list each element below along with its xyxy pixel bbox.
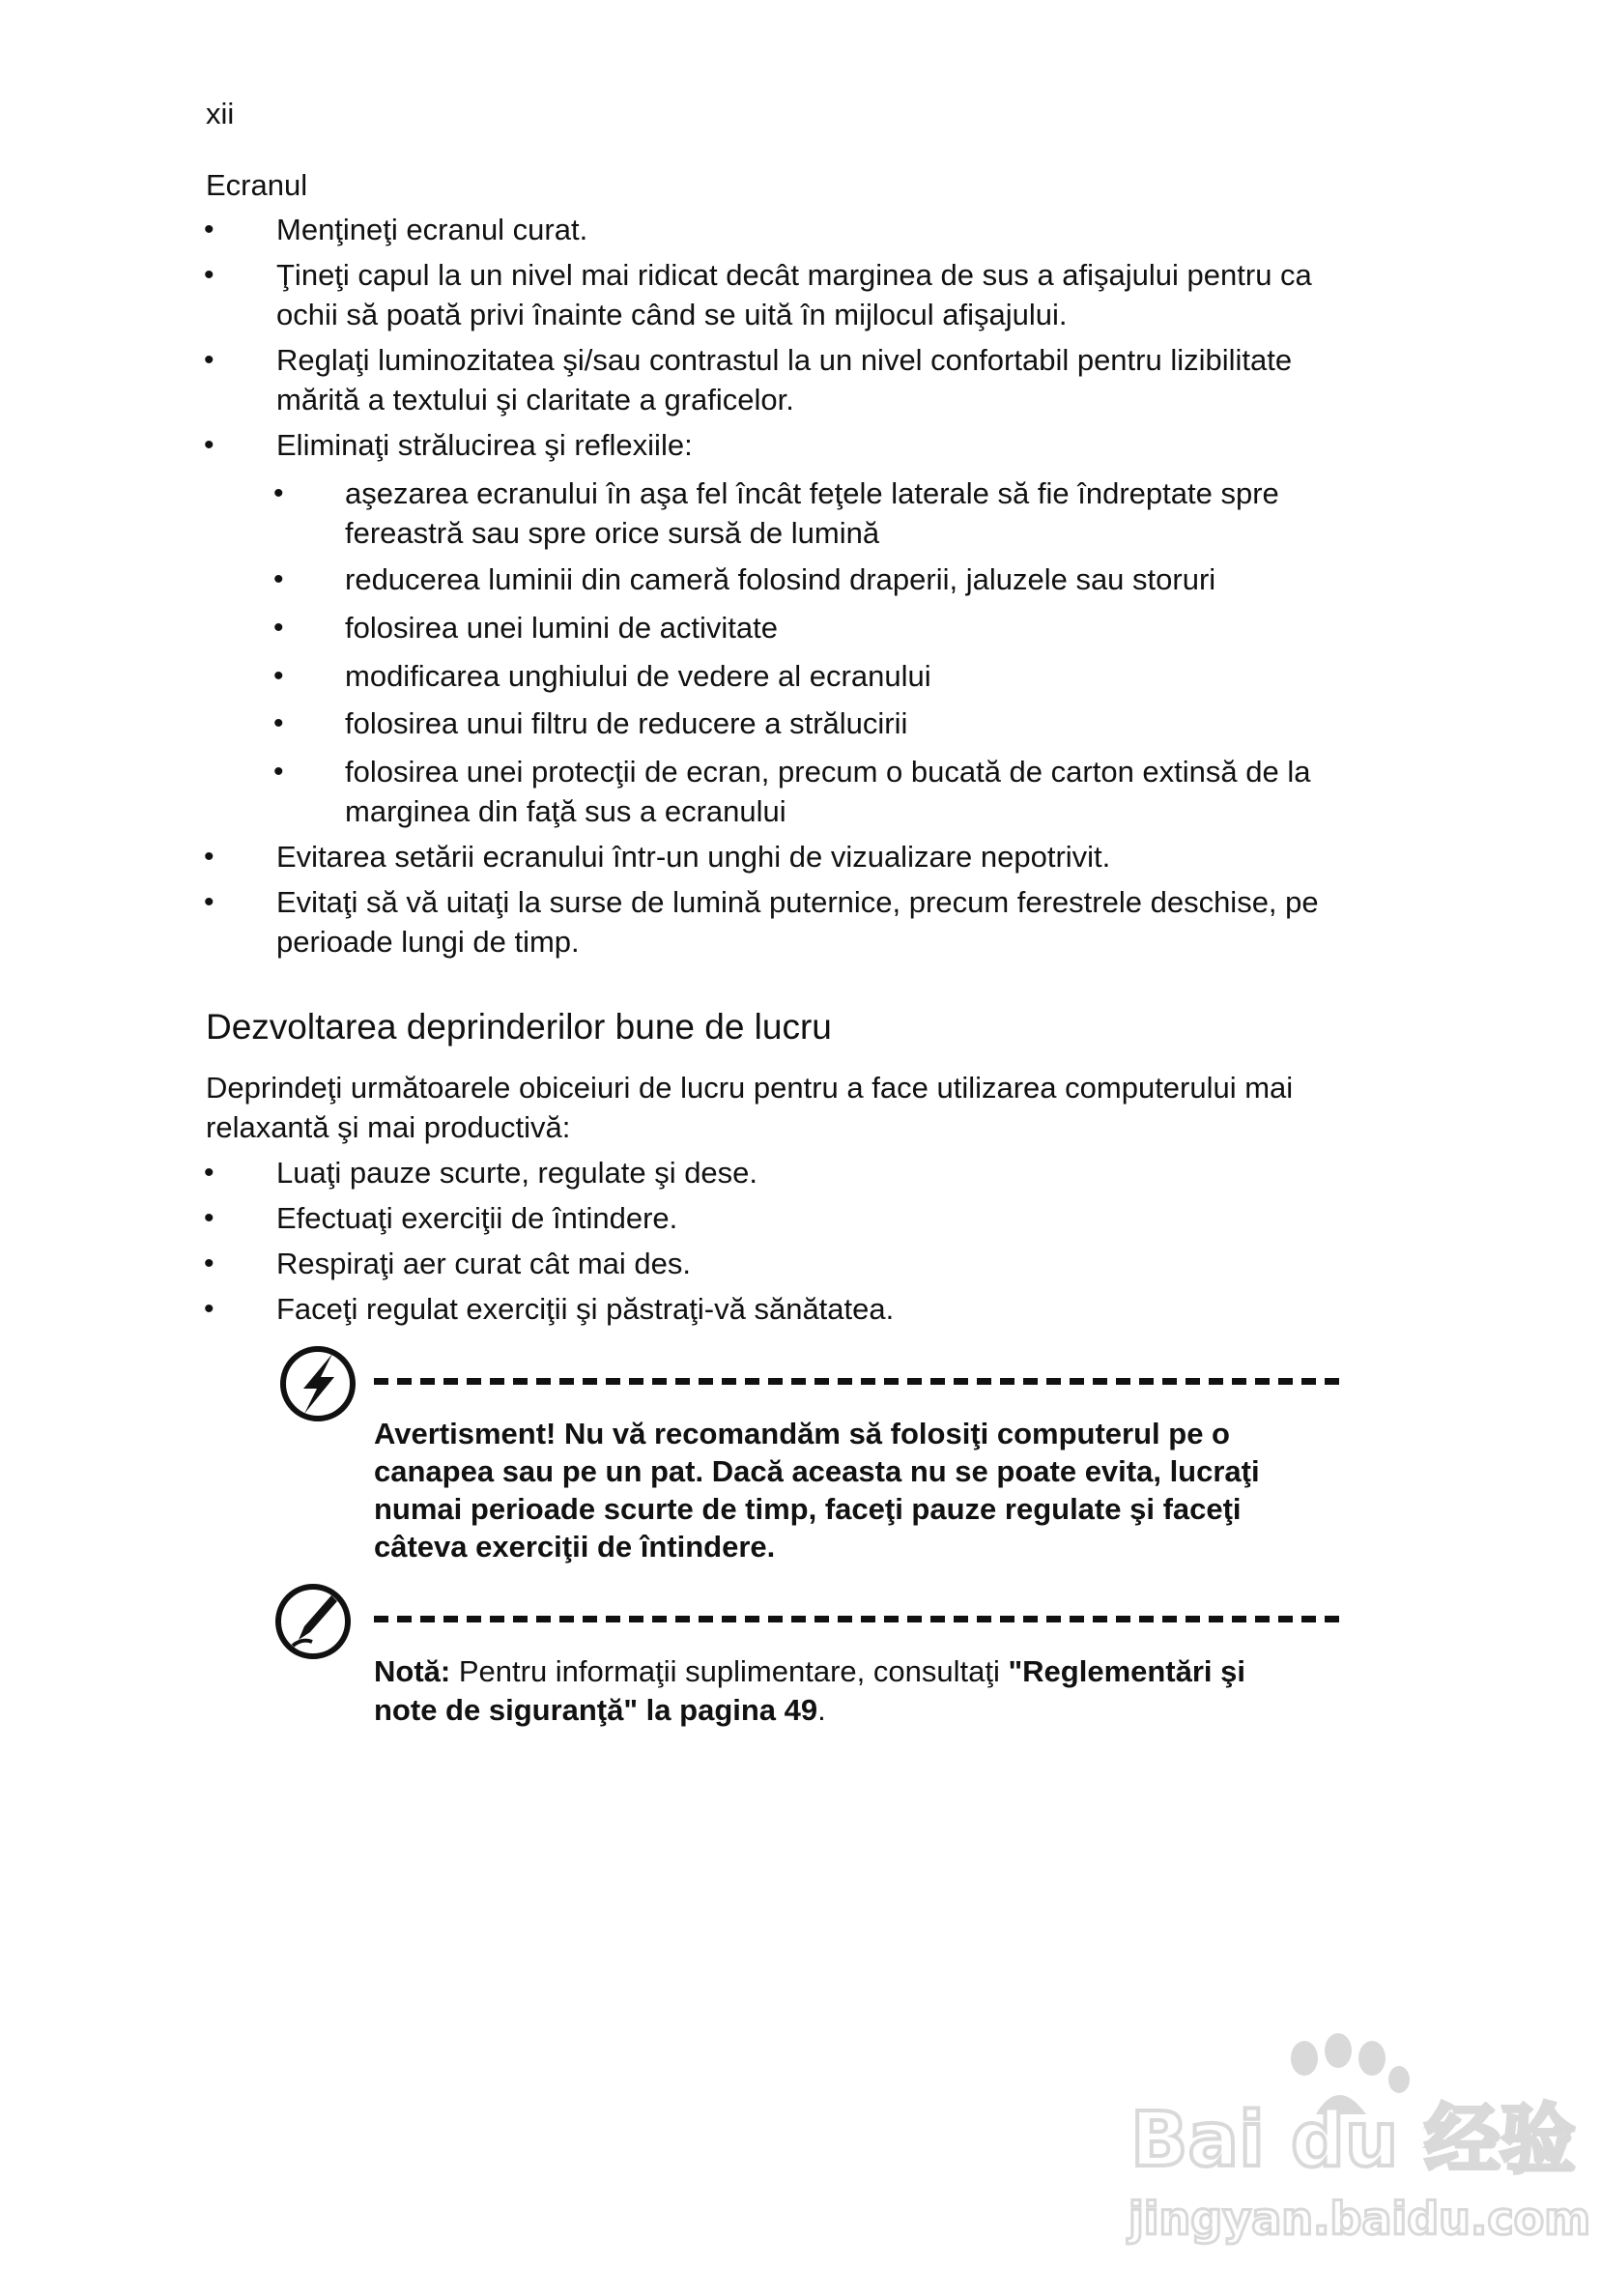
warning-text: canapea sau pe un pat. Dacă aceasta nu se poate evita, lucraţi <box>374 1454 1260 1488</box>
section-title-screen: Ecranul <box>206 168 308 202</box>
bullet-icon: • <box>204 259 214 291</box>
bullet-icon: • <box>204 1293 214 1325</box>
habits-intro: Deprindeţi următoarele obiceiuri de lucru pentru a face utilizarea computerului mai <box>206 1071 1294 1105</box>
page-number: xii <box>206 97 235 130</box>
list-item-continuation: mărită a textului şi claritate a graficelor. <box>276 383 794 416</box>
note-reference-link[interactable]: note de siguranţă" la pagina 49 <box>374 1693 818 1727</box>
warning-divider <box>374 1378 1340 1385</box>
warning-text: Avertisment! Nu vă recomandăm să folosiţi computerul pe o <box>374 1417 1230 1450</box>
sub-list-item: folosirea unei protecţii de ecran, precum o bucată de carton extinsă de la <box>345 755 1311 789</box>
sub-list-item: reducerea luminii din cameră folosind draperii, jaluzele sau storuri <box>345 562 1216 596</box>
sub-list-item: folosirea unui filtru de reducere a strălucirii <box>345 706 908 740</box>
note-line-2 <box>374 1691 826 1730</box>
sub-bullet-icon: • <box>273 477 284 509</box>
sub-list-item-continuation: marginea din faţă sus a ecranului <box>345 794 786 828</box>
bullet-icon: • <box>204 429 214 461</box>
bullet-icon: • <box>204 1157 214 1189</box>
list-item: Eliminaţi strălucirea şi reflexiile: <box>276 428 693 462</box>
watermark-url: jingyan.baidu.com <box>1129 2193 1591 2245</box>
sub-list-item: modificarea unghiului de vedere al ecranului <box>345 659 931 693</box>
warning-text: câteva exerciţii de întindere. <box>374 1530 776 1564</box>
warning-lightning-icon <box>278 1344 357 1423</box>
watermark-logo: Bai du 经验 <box>1130 2097 1576 2184</box>
sub-list-item: folosirea unei lumini de activitate <box>345 611 779 645</box>
sub-list-item: aşezarea ecranului în aşa fel încât feţele laterale să fie îndreptate spre <box>345 476 1279 510</box>
note-pen-icon <box>273 1582 353 1661</box>
warning-text: numai perioade scurte de timp, faceţi pauze regulate şi faceţi <box>374 1492 1242 1526</box>
note-text: Pentru informaţii suplimentare, consultaţi <box>458 1654 1000 1688</box>
list-item: Efectuaţi exerciţii de întindere. <box>276 1201 678 1235</box>
note-line-1 <box>374 1652 1245 1691</box>
sub-bullet-icon: • <box>273 612 284 644</box>
list-item-continuation: perioade lungi de timp. <box>276 925 580 959</box>
sub-bullet-icon: • <box>273 756 284 788</box>
note-label: Notă: <box>374 1654 451 1688</box>
list-item-continuation: ochii să poată privi înainte când se uită în mijlocul afişajului. <box>276 298 1068 331</box>
list-item: Menţineţi ecranul curat. <box>276 213 588 246</box>
bullet-icon: • <box>204 841 214 873</box>
sub-bullet-icon: • <box>273 563 284 595</box>
sub-bullet-icon: • <box>273 707 284 739</box>
list-item: Reglaţi luminozitatea şi/sau contrastul la un nivel confortabil pentru lizibilitate <box>276 343 1293 377</box>
bullet-icon: • <box>204 1202 214 1234</box>
bullet-icon: • <box>204 214 214 245</box>
note-text-end: . <box>817 1693 826 1727</box>
list-item: Evitaţi să vă uitaţi la surse de lumină puternice, precum ferestrele deschise, pe <box>276 885 1319 919</box>
bullet-icon: • <box>204 1248 214 1279</box>
note-reference-link[interactable]: "Reglementări şi <box>1008 1654 1246 1688</box>
list-item: Ţineţi capul la un nivel mai ridicat decât marginea de sus a afişajului pentru ca <box>276 258 1312 292</box>
list-item: Faceţi regulat exerciţii şi păstraţi-vă sănătatea. <box>276 1292 895 1326</box>
list-item: Respiraţi aer curat cât mai des. <box>276 1247 692 1280</box>
bullet-icon: • <box>204 886 214 918</box>
note-divider <box>374 1616 1340 1622</box>
habits-intro-continuation: relaxantă şi mai productivă: <box>206 1110 571 1144</box>
sub-bullet-icon: • <box>273 660 284 692</box>
list-item: Evitarea setării ecranului într-un unghi de vizualizare nepotrivit. <box>276 840 1111 874</box>
section-heading-habits: Dezvoltarea deprinderilor bune de lucru <box>206 1007 832 1047</box>
list-item: Luaţi pauze scurte, regulate şi dese. <box>276 1156 758 1190</box>
sub-list-item-continuation: fereastră sau spre orice sursă de lumină <box>345 516 880 550</box>
bullet-icon: • <box>204 344 214 376</box>
